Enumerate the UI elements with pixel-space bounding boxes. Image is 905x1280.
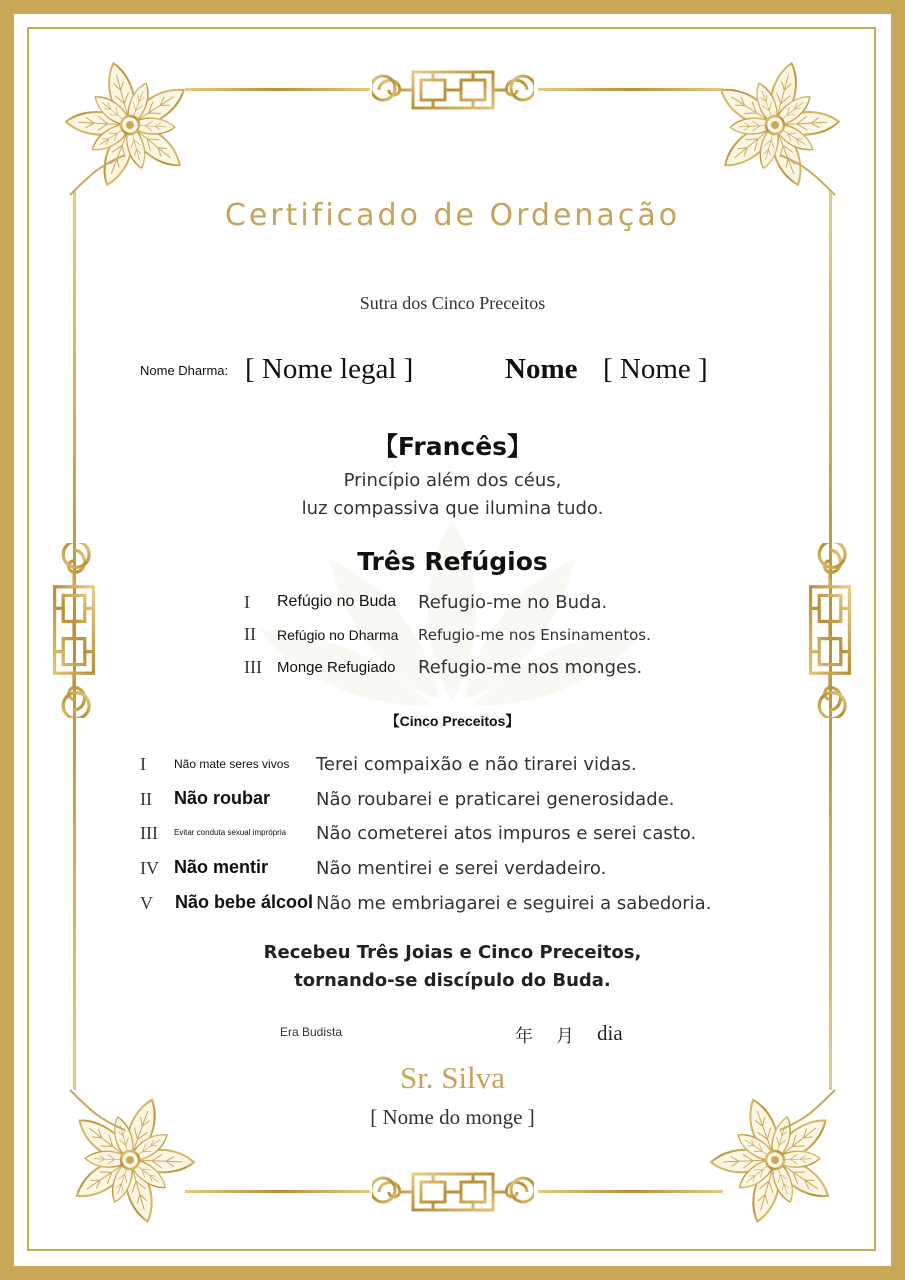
- refuge-name: Monge Refugiado: [277, 659, 396, 676]
- lotus-flower-icon: [30, 45, 200, 205]
- precept-name: Não mate seres vivos: [174, 757, 290, 771]
- dharma-name-label: Nome Dharma:: [140, 363, 229, 378]
- legal-name-placeholder: [ Nome legal ]: [245, 353, 414, 385]
- frame-line-top-left: [185, 88, 370, 91]
- precept-text: Não me embriagarei e seguirei a sabedoria.: [316, 893, 712, 914]
- precept-name: Não bebe álcool: [175, 892, 314, 912]
- closing-line-1: Recebeu Três Joias e Cinco Preceitos,: [263, 942, 642, 963]
- frame-line-top-right: [538, 88, 723, 91]
- certificate-title: Certificado de Ordenação: [224, 198, 681, 233]
- lotus-flower-icon: [705, 1080, 875, 1240]
- monk-name-placeholder: [ Nome do monge ]: [370, 1105, 535, 1129]
- lotus-flower-icon: [30, 1080, 200, 1240]
- frame-line-bottom-left: [185, 1190, 370, 1193]
- refuge-number: I: [244, 592, 250, 612]
- precept-text: Não cometerei atos impuros e serei casto.: [316, 823, 697, 844]
- date-month: 月: [556, 1026, 574, 1047]
- refuge-name: Refúgio no Dharma: [277, 627, 399, 643]
- precept-name: Não mentir: [174, 857, 269, 877]
- frame-line-bottom-right: [538, 1190, 723, 1193]
- precept-text: Não roubarei e praticarei generosidade.: [316, 789, 675, 810]
- precept-number: III: [140, 823, 158, 843]
- lotus-flower-icon: [705, 45, 875, 205]
- verse-line-1: Princípio além dos céus,: [343, 470, 562, 491]
- refuge-text: Refugio-me no Buda.: [418, 592, 608, 613]
- precepts-heading: 【Cinco Preceitos】: [385, 713, 520, 729]
- endless-knot-icon: [372, 68, 534, 112]
- era-label: Era Budista: [280, 1025, 343, 1039]
- date-year: 年: [515, 1026, 533, 1047]
- precept-number: IV: [140, 858, 159, 878]
- refuges-heading: Três Refúgios: [357, 547, 548, 576]
- refuge-name: Refúgio no Buda: [277, 593, 397, 610]
- certificate-subtitle: Sutra dos Cinco Preceitos: [359, 293, 546, 313]
- precept-name: Não roubar: [174, 788, 271, 808]
- precept-number: I: [140, 754, 146, 774]
- french-heading: 【Francês】: [372, 432, 533, 461]
- refuge-number: II: [244, 624, 256, 644]
- name-placeholder: [ Nome ]: [603, 353, 708, 385]
- precept-text: Não mentirei e serei verdadeiro.: [316, 858, 607, 879]
- precept-number: V: [140, 893, 153, 913]
- monk-title: Sr. Silva: [399, 1060, 506, 1095]
- verse-line-2: luz compassiva que ilumina tudo.: [301, 498, 604, 519]
- endless-knot-icon: [372, 1170, 534, 1214]
- refuge-number: III: [244, 657, 262, 677]
- refuge-text: Refugio-me nos Ensinamentos.: [418, 626, 651, 644]
- precept-text: Terei compaixão e não tirarei vidas.: [316, 754, 637, 775]
- precept-name: Evitar conduta sexual imprópria: [174, 828, 287, 837]
- name-label: Nome: [505, 353, 578, 385]
- closing-line-2: tornando-se discípulo do Buda.: [294, 970, 611, 991]
- precept-number: II: [140, 789, 152, 809]
- date-day: dia: [597, 1021, 623, 1045]
- refuge-text: Refugio-me nos monges.: [418, 657, 643, 678]
